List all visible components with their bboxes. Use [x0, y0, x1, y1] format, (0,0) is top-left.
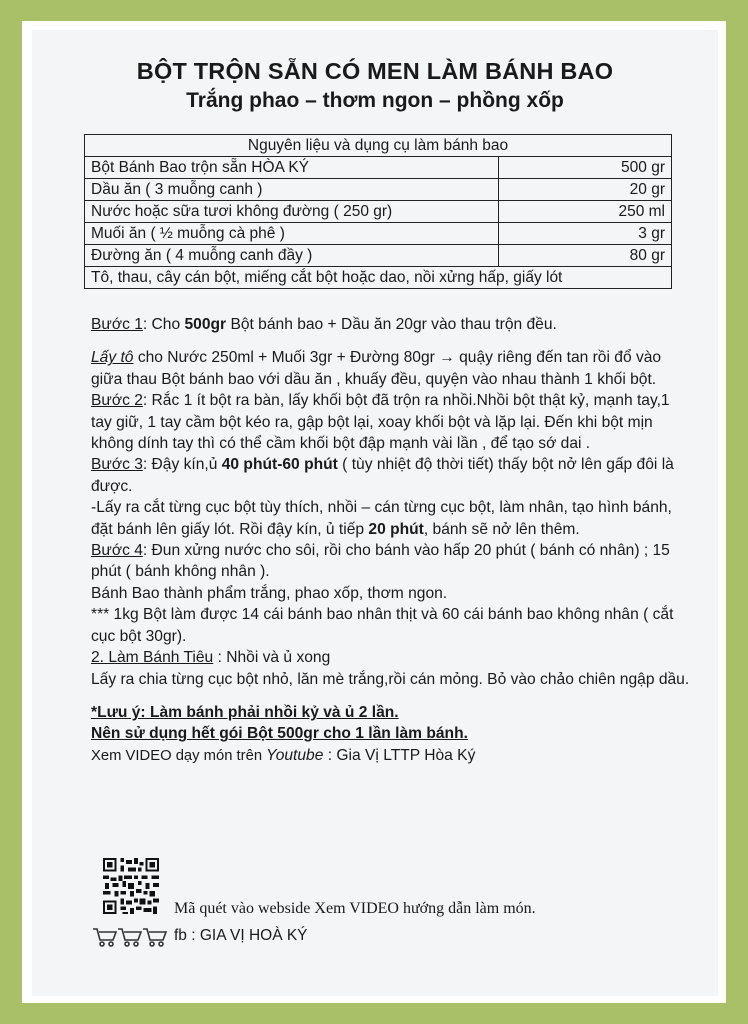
lay-to-text: cho Nước 250ml + Muối 3gr + Đường 80gr → quậy riêng đến tan rồi đổ vào giữa thau Bột bánh bao với dầu ăn , khuấy đều, quyện vào nhau thành 1 khối bột.: [91, 349, 662, 388]
shopping-cart-icon: [92, 925, 168, 949]
step-4-text: : Đun xửng nước cho sôi, rồi cho bánh vào hấp 20 phút ( bánh có nhân) ; 15 phút ( bánh không nhân ).: [91, 542, 670, 581]
table-row: [85, 157, 672, 179]
result-text: Bánh Bao thành phẩm trắng, phao xốp, thơm ngon.: [91, 584, 448, 602]
table-header: Nguyên liệu và dụng cụ làm bánh bao: [85, 135, 672, 157]
step-3-cont-text: -Lấy ra cắt từng cục bột tùy thích, nhồi – cán từng cục bột, làm nhân, tạo hình bánh, đặt bánh lên giấy lót. Rồi đậy kín, ủ tiếp: [91, 499, 672, 538]
spacer: [91, 335, 691, 347]
step-3-time: 40 phút-60 phút: [221, 456, 338, 474]
spacer: [91, 690, 691, 702]
step-4: [91, 540, 691, 583]
step-4-label: Bước 4: [91, 542, 143, 560]
step-1: [91, 314, 691, 335]
step-3: [91, 454, 691, 497]
qr-caption: Mã quét vào webside Xem VIDEO hướng dẫn làm món.: [174, 900, 536, 917]
step-1-label: Bước 1: [91, 316, 143, 333]
step-1-amount: 500gr: [184, 316, 227, 333]
ingredient-name: Nước hoặc sữa tươi không đường ( 250 gr): [85, 201, 499, 223]
tools-list: Tô, thau, cây cán bột, miếng cắt bột hoặc dao, nồi xửng hấp, giấy lót: [85, 267, 672, 289]
step-3-label: Bước 3: [91, 456, 143, 474]
instructions: [91, 314, 691, 767]
ingredient-name: Bột Bánh Bao trộn sẵn HÒA KÝ: [85, 157, 499, 179]
step-3-text-end: ( tùy nhiệt độ thời tiết) thấy bột nở lên gấp đôi là được.: [91, 456, 674, 495]
step-3-cont-end: , bánh sẽ nở lên thêm.: [423, 520, 580, 538]
ingredient-qty: 20 gr: [499, 179, 672, 201]
table-row: [85, 245, 672, 267]
ingredient-name: Đường ăn ( 4 muỗng canh đầy ): [85, 245, 499, 267]
yield-text: *** 1kg Bột làm được 14 cái bánh bao nhân thịt và 60 cái bánh bao không nhân ( cắt cục bột 30gr).: [91, 606, 674, 645]
step-3-cont-time: 20 phút: [368, 520, 424, 538]
step-1-text-end: Bột bánh bao + Dầu ăn 20gr vào thau trộn đều.: [226, 316, 557, 333]
table-row: [85, 179, 672, 201]
ingredient-name: Dầu ăn ( 3 muỗng canh ): [85, 179, 499, 201]
lay-to-label: Lấy tô: [91, 349, 134, 367]
youtube-text: Youtube: [266, 746, 324, 764]
banh-tieu-text: : Nhồi và ủ xong: [213, 649, 331, 667]
table-footer-row: [85, 267, 672, 289]
page-subtitle: Trắng phao – thơm ngon – phồng xốp: [186, 89, 564, 112]
banh-tieu: [91, 647, 691, 668]
page-title: BỘT TRỘN SẴN CÓ MEN LÀM BÁNH BAO: [136, 58, 614, 84]
step-2-label: Bước 2: [91, 392, 143, 410]
facebook-page[interactable]: fb : GIA VỊ HOÀ KÝ: [174, 927, 308, 944]
ingredient-qty: 500 gr: [499, 157, 672, 179]
table-row: [85, 223, 672, 245]
step-3-continued: [91, 497, 691, 540]
white-border: [22, 21, 726, 1003]
video-text: Xem VIDEO dạy món trên: [91, 747, 267, 764]
video-line: [91, 745, 691, 767]
table-row: [85, 201, 672, 223]
step-2-text: : Rắc 1 ít bột ra bàn, lấy khối bột đã trộn ra nhồi.Nhồi bột thật kỷ, mạnh tay,1 tay giữ, 1 tay cầm bột kéo ra, gập bột lại, xoay khối bột và lặp lại. Đến khi bột mịn không dính tay thì có thể cầm khối bột đập mạnh vài lần , để tạo sớ dai .: [91, 392, 670, 453]
step-1-text: : Cho: [142, 316, 185, 333]
banh-tieu-label: 2. Làm Bánh Tiêu: [91, 649, 214, 667]
ingredient-qty: 80 gr: [499, 245, 672, 267]
ingredient-qty: 3 gr: [499, 223, 672, 245]
recipe-sheet: [32, 30, 718, 996]
mix-liquid: [91, 347, 691, 390]
table-header-row: [85, 135, 672, 157]
channel-name: : Gia Vị LTTP Hòa Ký: [323, 746, 476, 764]
step-2: [91, 390, 691, 454]
note-2: Nên sử dụng hết gói Bột 500gr cho 1 lần làm bánh.: [91, 725, 468, 743]
step-3-text: : Đậy kín,ủ: [142, 456, 222, 474]
ingredients-table: [84, 134, 672, 289]
ingredient-qty: 250 ml: [499, 201, 672, 223]
qr-code-icon[interactable]: [102, 858, 160, 914]
banh-tieu-instructions: Lấy ra chia từng cục bột nhỏ, lăn mè trắng,rồi cán mỏng. Bỏ vào chảo chiên ngập dầu.: [91, 670, 690, 688]
ingredient-name: Muối ăn ( ½ muỗng cà phê ): [85, 223, 499, 245]
note-1: *Lưu ý: Làm bánh phải nhồi kỷ và ủ 2 lần.: [91, 703, 399, 721]
